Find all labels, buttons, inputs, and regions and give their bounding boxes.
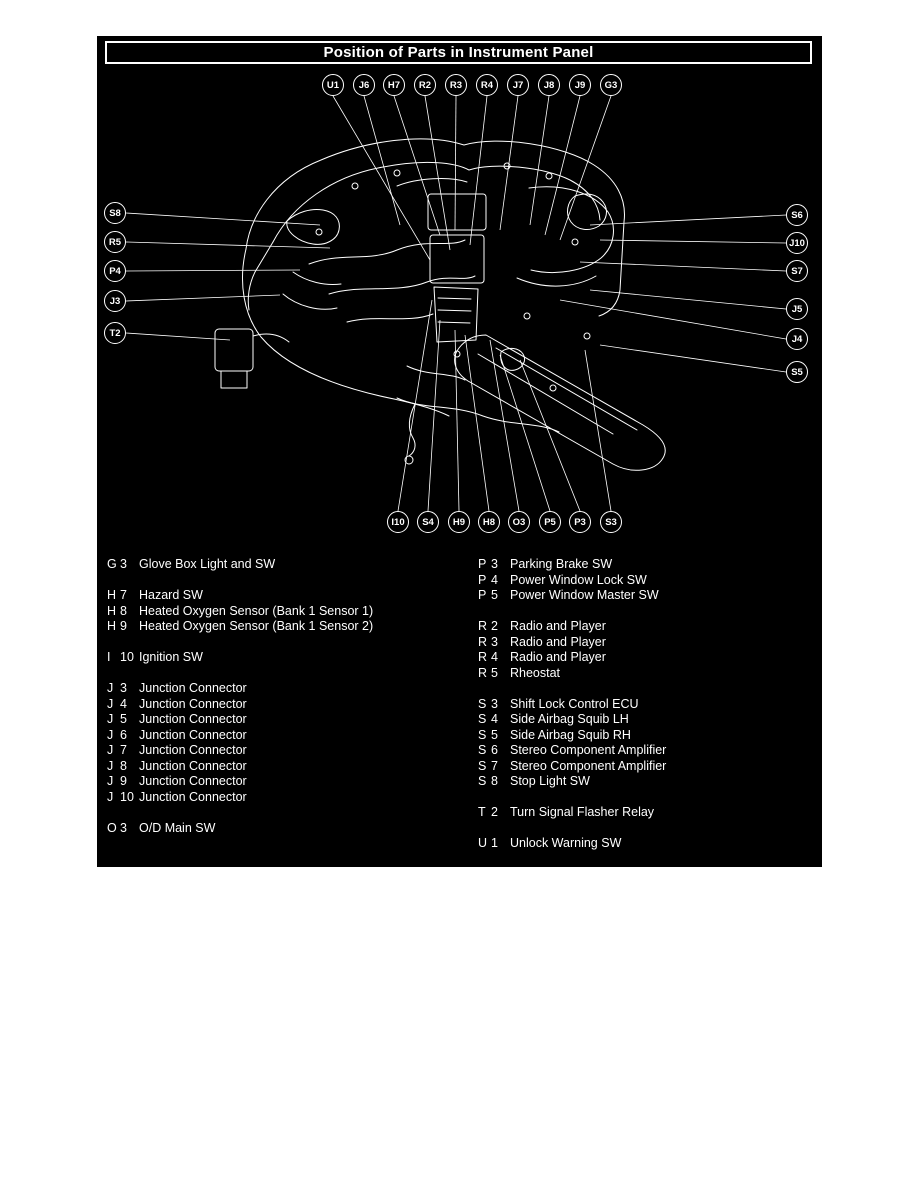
part-code-number: 3 — [120, 681, 127, 695]
part-code-letter: J — [107, 696, 114, 711]
part-code-number: 10 — [120, 650, 134, 664]
legend-row — [478, 619, 666, 635]
part-code-letter: R — [478, 619, 488, 633]
leader-lines — [126, 96, 786, 511]
part-code-letter: H — [107, 603, 117, 618]
part-code-letter: S — [478, 696, 487, 711]
part-label: Heated Oxygen Sensor (Bank 1 Sensor 1) — [139, 603, 374, 618]
legend-row — [478, 588, 666, 604]
part-code-number: 1 — [491, 836, 498, 850]
legend-group — [478, 805, 666, 821]
part-label: Hazard SW — [139, 588, 203, 602]
callout-J7: J7 — [507, 74, 529, 96]
part-label: Shift Lock Control ECU — [510, 696, 639, 711]
part-code-letter: P — [478, 557, 487, 571]
part-code-number: 8 — [120, 758, 127, 773]
part-label: Stop Light SW — [510, 774, 590, 788]
part-code-letter: H — [107, 619, 117, 633]
legend-group — [107, 821, 373, 837]
part-label: Glove Box Light and SW — [139, 557, 276, 571]
part-code-number: 3 — [491, 696, 498, 711]
part-label: Power Window Master SW — [510, 588, 659, 602]
callout-J9: J9 — [569, 74, 591, 96]
part-code-number: 6 — [491, 743, 498, 757]
part-code-letter: O — [107, 820, 117, 835]
legend-group — [478, 697, 666, 790]
part-label: Power Window Lock SW — [510, 572, 647, 587]
legend-group — [478, 619, 666, 681]
part-label: Rheostat — [510, 665, 561, 680]
legend-column-left — [107, 557, 373, 852]
diagram-panel — [97, 36, 822, 867]
part-label: Stereo Component Amplifier — [510, 743, 667, 757]
part-label: Parking Brake SW — [510, 557, 613, 571]
part-code-number: 5 — [491, 727, 498, 742]
part-label: Junction Connector — [139, 743, 247, 757]
callout-H7: H7 — [383, 74, 405, 96]
part-label: O/D Main SW — [139, 820, 216, 835]
legend-row — [478, 650, 666, 666]
legend-row — [478, 666, 666, 682]
legend-row — [478, 759, 666, 775]
part-label: Radio and Player — [510, 619, 606, 633]
part-code-letter: P — [478, 588, 487, 602]
legend-row — [478, 573, 666, 589]
legend-row — [107, 743, 373, 759]
legend-row — [478, 805, 666, 821]
callout-J3: J3 — [104, 290, 126, 312]
part-code-number: 3 — [120, 820, 127, 835]
part-code-letter: S — [478, 712, 487, 726]
part-code-number: 3 — [120, 557, 127, 571]
part-code-letter: S — [478, 743, 487, 757]
callout-S8: S8 — [104, 202, 126, 224]
part-code-number: 5 — [120, 712, 127, 726]
callout-P3: P3 — [569, 511, 591, 533]
part-label: Radio and Player — [510, 634, 606, 649]
part-code-letter: J — [107, 758, 114, 773]
legend-group — [107, 650, 373, 666]
legend-row — [478, 836, 666, 852]
part-code-number: 5 — [491, 588, 498, 602]
legend-row — [107, 697, 373, 713]
part-label: Unlock Warning SW — [510, 836, 622, 850]
legend-row — [107, 619, 373, 635]
part-label: Turn Signal Flasher Relay — [510, 805, 655, 819]
legend-group — [107, 557, 373, 573]
part-code-letter: I — [107, 650, 111, 664]
part-code-letter: J — [107, 712, 114, 726]
part-label: Heated Oxygen Sensor (Bank 1 Sensor 2) — [139, 619, 374, 633]
callout-P5: P5 — [539, 511, 561, 533]
part-code-letter: R — [478, 650, 488, 664]
callout-T2: T2 — [104, 322, 126, 344]
part-label: Junction Connector — [139, 727, 247, 742]
legend-row — [478, 557, 666, 573]
part-label: Junction Connector — [139, 681, 247, 695]
part-code-number: 3 — [491, 557, 498, 571]
callout-S5: S5 — [786, 361, 808, 383]
part-code-letter: S — [478, 727, 487, 742]
legend-row — [107, 728, 373, 744]
callout-G3: G3 — [600, 74, 622, 96]
part-code-number: 7 — [491, 758, 498, 773]
legend-group — [478, 836, 666, 852]
callout-I10: I10 — [387, 511, 409, 533]
part-code-number: 2 — [491, 805, 498, 819]
part-label: Junction Connector — [139, 712, 247, 726]
legend-row — [478, 635, 666, 651]
part-code-number: 6 — [120, 727, 127, 742]
callout-H9: H9 — [448, 511, 470, 533]
part-code-number: 10 — [120, 789, 134, 804]
callout-J4: J4 — [786, 328, 808, 350]
legend-row — [478, 743, 666, 759]
callout-J8: J8 — [538, 74, 560, 96]
part-label: Stereo Component Amplifier — [510, 758, 667, 773]
legend-column-right — [478, 557, 666, 867]
legend-row — [107, 774, 373, 790]
part-label: Junction Connector — [139, 789, 247, 804]
part-code-letter: G — [107, 557, 117, 571]
part-code-letter: S — [478, 774, 487, 788]
page-title: Position of Parts in Instrument Panel — [105, 41, 812, 64]
callout-P4: P4 — [104, 260, 126, 282]
callout-J5: J5 — [786, 298, 808, 320]
part-code-letter: J — [107, 681, 114, 695]
legend-row — [107, 604, 373, 620]
part-label: Side Airbag Squib RH — [510, 727, 631, 742]
callout-R2: R2 — [414, 74, 436, 96]
legend-row — [478, 697, 666, 713]
legend-row — [107, 681, 373, 697]
part-code-letter: J — [107, 774, 114, 788]
part-code-number: 2 — [491, 619, 498, 633]
part-code-letter: U — [478, 836, 488, 850]
part-code-number: 3 — [491, 634, 498, 649]
legend-row — [478, 712, 666, 728]
part-label: Side Airbag Squib LH — [510, 712, 629, 726]
part-code-letter: R — [478, 665, 488, 680]
part-code-number: 7 — [120, 588, 127, 602]
part-code-number: 4 — [491, 712, 498, 726]
part-label: Junction Connector — [139, 758, 247, 773]
legend-row — [107, 759, 373, 775]
legend-row — [107, 588, 373, 604]
callout-S7: S7 — [786, 260, 808, 282]
callout-S6: S6 — [786, 204, 808, 226]
part-code-letter: J — [107, 727, 114, 742]
callout-H8: H8 — [478, 511, 500, 533]
part-code-number: 9 — [120, 774, 127, 788]
part-label: Junction Connector — [139, 696, 247, 711]
callout-J10: J10 — [786, 232, 808, 254]
legend-group — [478, 557, 666, 604]
legend-row — [107, 557, 373, 573]
part-code-number: 4 — [120, 696, 127, 711]
legend-row — [107, 712, 373, 728]
legend-group — [107, 681, 373, 805]
callout-J6: J6 — [353, 74, 375, 96]
part-label: Junction Connector — [139, 774, 247, 788]
part-code-number: 8 — [491, 774, 498, 788]
legend-row — [107, 650, 373, 666]
part-code-number: 4 — [491, 650, 498, 664]
part-code-number: 4 — [491, 572, 498, 587]
part-label: Ignition SW — [139, 650, 203, 664]
callout-S4: S4 — [417, 511, 439, 533]
callout-S3: S3 — [600, 511, 622, 533]
legend-row — [478, 728, 666, 744]
callout-R5: R5 — [104, 231, 126, 253]
callout-O3: O3 — [508, 511, 530, 533]
part-code-number: 5 — [491, 665, 498, 680]
part-code-letter: H — [107, 588, 117, 602]
legend-group — [107, 588, 373, 635]
callout-U1: U1 — [322, 74, 344, 96]
part-code-letter: J — [107, 789, 114, 804]
legend-row — [107, 821, 373, 837]
part-code-letter: P — [478, 572, 487, 587]
part-code-number: 9 — [120, 619, 127, 633]
callout-R4: R4 — [476, 74, 498, 96]
legend-row — [107, 790, 373, 806]
part-code-number: 7 — [120, 743, 127, 757]
part-code-letter: T — [478, 805, 486, 819]
part-code-number: 8 — [120, 603, 127, 618]
part-code-letter: R — [478, 634, 488, 649]
legend-row — [478, 774, 666, 790]
callout-R3: R3 — [445, 74, 467, 96]
part-code-letter: S — [478, 758, 487, 773]
part-label: Radio and Player — [510, 650, 606, 664]
part-code-letter: J — [107, 743, 114, 757]
